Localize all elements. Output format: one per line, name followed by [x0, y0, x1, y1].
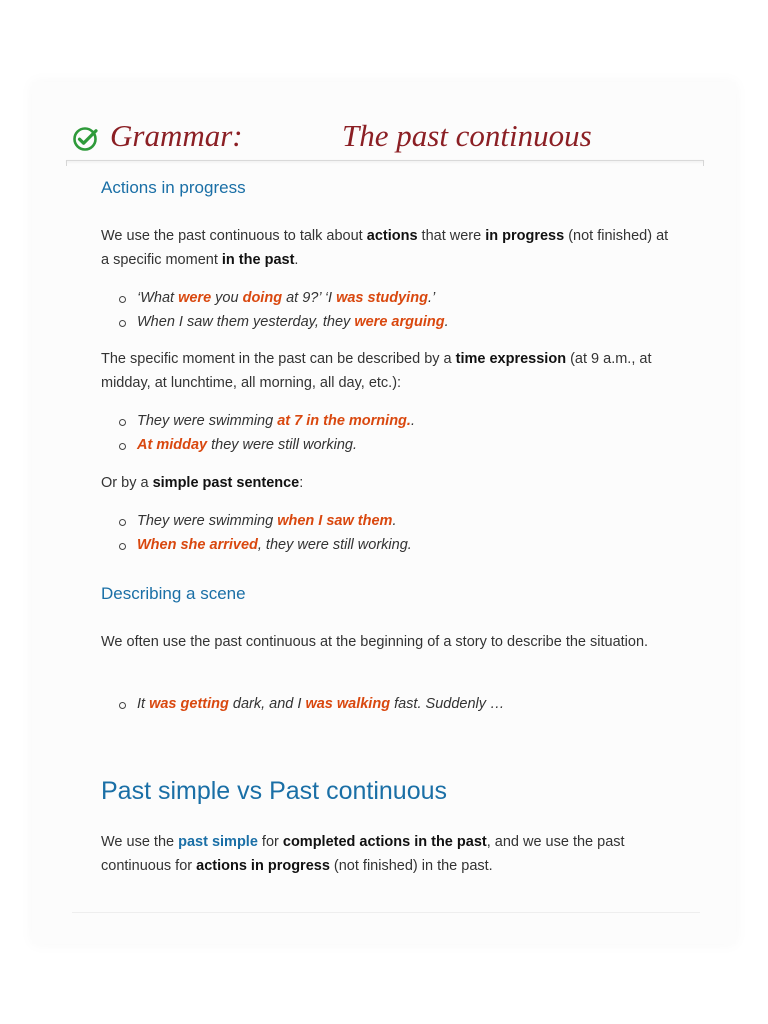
- text-run: (at 9 a.m., at midday, at lunchtime, all morning, all day, etc.):: [101, 351, 652, 391]
- example-item: [119, 434, 415, 458]
- text-run: The specific moment in the past can be described by a: [101, 351, 456, 367]
- emphasis-text: at 7 in the morning.: [277, 413, 411, 429]
- example-list: [119, 410, 415, 457]
- header-divider: [66, 160, 704, 161]
- text-run: you: [211, 290, 243, 306]
- text-run: We often use the past continuous at the beginning of a story to describe the situation.: [101, 634, 649, 650]
- text-run: .: [392, 513, 397, 529]
- text-run: :: [299, 475, 304, 491]
- paragraph: [101, 348, 671, 395]
- text-run: We use the past continuous to talk about: [101, 228, 367, 244]
- grammar-label: Grammar:: [110, 118, 243, 153]
- emphasis-text: past simple: [178, 834, 258, 850]
- text-run: It: [137, 696, 150, 712]
- text-run: They were swimming: [137, 513, 278, 529]
- text-run: , they were still working.: [257, 536, 412, 553]
- example-item: [119, 287, 449, 311]
- text-run: .: [410, 413, 415, 429]
- paragraph: [101, 225, 671, 272]
- section-heading-actions-in-progress: Actions in progress: [101, 178, 246, 197]
- example-list: [119, 693, 505, 717]
- text-run: at 9?’ ‘I: [282, 290, 337, 306]
- text-run: They were swimming: [137, 413, 278, 429]
- footer-divider: [72, 912, 700, 913]
- text-run: , and we use the past continuous for: [101, 834, 625, 874]
- emphasis-text: when I saw them: [277, 513, 393, 529]
- emphasis-text: doing: [242, 290, 283, 306]
- emphasis-text: When she arrived: [137, 536, 258, 553]
- text-run: .: [294, 251, 299, 268]
- text-run: (not finished) in the past.: [329, 857, 493, 874]
- emphasis-text: actions: [366, 228, 418, 244]
- emphasis-text: actions in progress: [196, 857, 330, 874]
- emphasis-text: was walking: [305, 696, 391, 712]
- paragraph: [101, 831, 676, 878]
- text-run: that were: [417, 228, 486, 244]
- example-item: [119, 534, 412, 558]
- emphasis-text: was studying: [336, 290, 428, 306]
- page-title: The past continuous: [342, 118, 592, 153]
- page-header: [66, 118, 706, 162]
- text-run: for: [257, 834, 283, 850]
- text-run: (not finished) at a specific moment: [101, 228, 669, 268]
- example-item: [119, 510, 412, 534]
- emphasis-text: completed actions in the past: [282, 834, 487, 850]
- emphasis-text: were arguing: [354, 313, 445, 330]
- text-run: dark, and I: [228, 696, 306, 712]
- text-run: .: [444, 313, 449, 330]
- paragraph: [101, 472, 671, 496]
- emphasis-text: were: [178, 290, 212, 306]
- paragraph: [101, 631, 671, 655]
- emphasis-text: time expression: [455, 351, 567, 367]
- section-heading-describing-a-scene: Describing a scene: [101, 584, 246, 603]
- emphasis-text: in progress: [485, 228, 565, 244]
- example-item: [119, 311, 449, 335]
- text-run: We use the: [101, 834, 179, 850]
- emphasis-text: At midday: [137, 436, 208, 453]
- check-circle-icon: [72, 126, 98, 152]
- example-item: [119, 693, 505, 717]
- example-list: [119, 510, 412, 557]
- emphasis-text: in the past: [221, 251, 295, 268]
- section-heading-past-simple-vs-past-continuous: Past simple vs Past continuous: [101, 777, 447, 805]
- text-run: When I saw them yesterday, they: [137, 313, 355, 330]
- emphasis-text: was getting: [149, 696, 229, 712]
- text-run: fast. Suddenly …: [390, 696, 505, 712]
- text-run: ‘What: [137, 290, 179, 306]
- text-run: Or by a: [101, 475, 153, 491]
- text-run: .’: [427, 290, 436, 306]
- text-run: they were still working.: [207, 436, 357, 453]
- emphasis-text: simple past sentence: [152, 475, 300, 491]
- example-item: [119, 410, 415, 434]
- example-list: [119, 287, 449, 334]
